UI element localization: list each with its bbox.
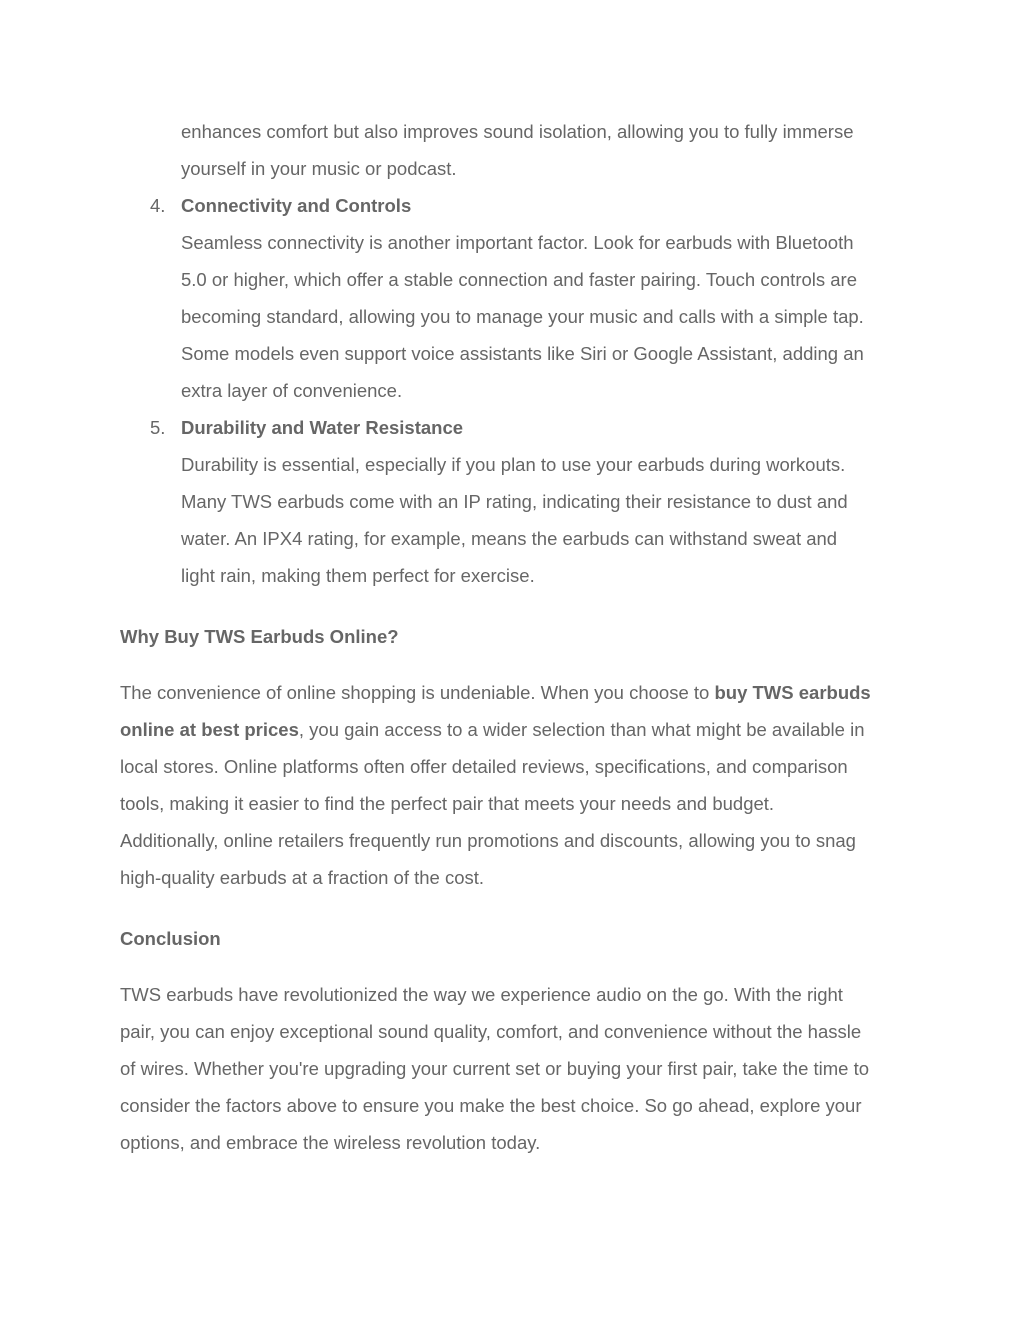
paragraph-line: tools, making it easier to find the perfect pair that meets your needs and budget. [120,793,775,814]
list-number: 4. [150,195,166,216]
list-item-line: Many TWS earbuds come with an IP rating, indicating their resistance to dust and [181,491,848,512]
section-heading-why-buy-online: Why Buy TWS Earbuds Online? [120,626,399,647]
list-item-line: becoming standard, allowing you to manage your music and calls with a simple tap. [181,306,864,327]
list-continuation-line: enhances comfort but also improves sound isolation, allowing you to fully immerse [181,121,854,142]
paragraph-line: TWS earbuds have revolutionized the way we experience audio on the go. With the right [120,984,843,1005]
list-item-heading: Connectivity and Controls [181,195,412,216]
list-item-line: 5.0 or higher, which offer a stable connection and faster pairing. Touch controls are [181,269,858,290]
list-item-line: Seamless connectivity is another important factor. Look for earbuds with Bluetooth [181,232,854,253]
list-item-line: water. An IPX4 rating, for example, means the earbuds can withstand sweat and [181,528,838,549]
paragraph-line [120,682,871,704]
keyword-link-text: online at best prices [120,719,299,740]
list-item-line: Durability is essential, especially if you plan to use your earbuds during workouts. [181,454,846,475]
paragraph-line: options, and embrace the wireless revolution today. [120,1132,541,1153]
list-number: 5. [150,417,166,438]
paragraph-line: pair, you can enjoy exceptional sound quality, comfort, and convenience without the hassle [120,1021,862,1042]
paragraph-line [120,719,865,741]
list-item-line: extra layer of convenience. [181,380,403,401]
list-continuation-line: yourself in your music or podcast. [181,158,457,179]
list-item-heading: Durability and Water Resistance [181,417,464,438]
section-heading-conclusion: Conclusion [120,928,221,949]
paragraph-text: , you gain access to a wider selection than what might be available in [298,719,865,740]
paragraph-text: The convenience of online shopping is undeniable. When you choose to [120,682,715,703]
paragraph-line: of wires. Whether you're upgrading your current set or buying your first pair, take the time to [120,1058,870,1079]
paragraph-line: high-quality earbuds at a fraction of the cost. [120,867,485,888]
paragraph-line: local stores. Online platforms often offer detailed reviews, specifications, and comparison [120,756,848,777]
paragraph-line: Additionally, online retailers frequently run promotions and discounts, allowing you to snag [120,830,856,851]
list-item-line: Some models even support voice assistants like Siri or Google Assistant, adding an [181,343,864,364]
list-item-line: light rain, making them perfect for exercise. [181,565,535,586]
paragraph-line: consider the factors above to ensure you make the best choice. So go ahead, explore your [120,1095,862,1116]
keyword-link-text: buy TWS earbuds [714,682,871,703]
